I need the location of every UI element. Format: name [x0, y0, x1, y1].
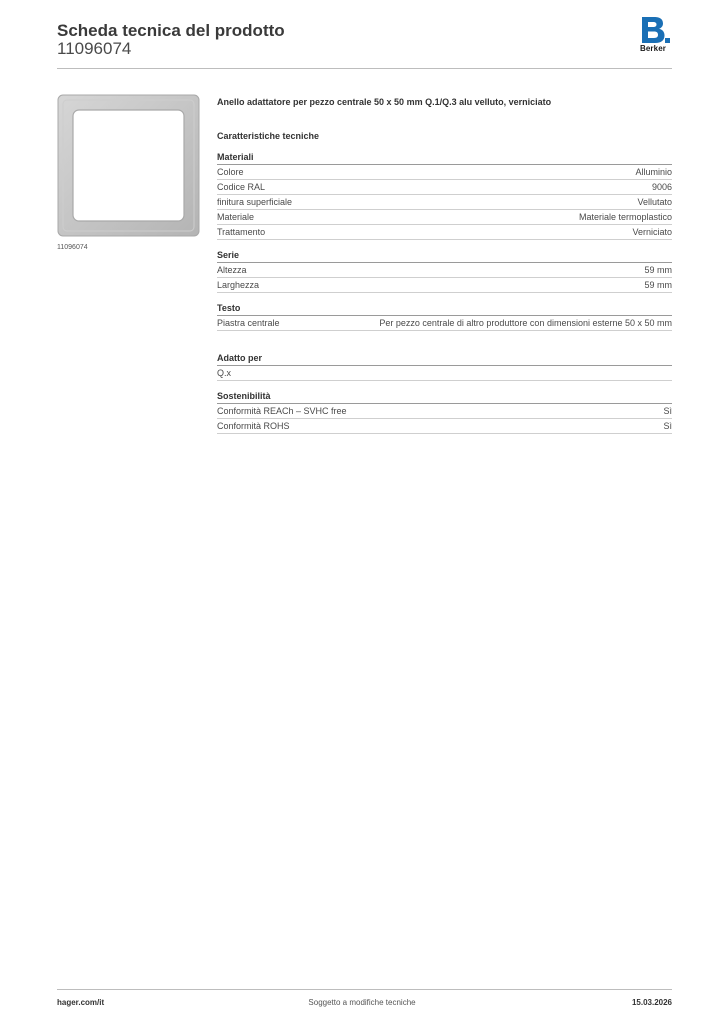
spec-value: Alluminio: [635, 167, 672, 177]
spec-value: Materiale termoplastico: [578, 212, 672, 222]
berker-logo-icon: [640, 17, 670, 43]
spec-row: [217, 419, 672, 434]
section-sostenibilita: [217, 390, 672, 434]
product-name: Anello adattatore per pezzo centrale 50 x 50 mm Q.1/Q.3 alu velluto, verniciato: [217, 97, 552, 107]
section-title: Sostenibilità: [217, 390, 672, 404]
footer-divider: [57, 989, 672, 990]
page-title: Scheda tecnica del prodotto: [57, 21, 285, 40]
section-title: Testo: [217, 302, 672, 316]
spec-content: [217, 96, 672, 434]
section-title: Serie: [217, 249, 672, 263]
spec-value: Per pezzo centrale di altro produttore con dimensioni esterne 50 x 50 mm: [379, 318, 672, 328]
spec-row: [217, 263, 672, 278]
spec-value: 9006: [651, 182, 672, 192]
spec-label: Trattamento: [217, 227, 266, 237]
section-title: Materiali: [217, 151, 672, 165]
spec-label: Conformità ROHS: [217, 421, 290, 431]
spec-row: [217, 165, 672, 180]
spec-label: Colore: [217, 167, 244, 177]
section-adatto-per: [217, 352, 672, 381]
spec-value: 59 mm: [644, 280, 672, 290]
spec-row: [217, 366, 672, 381]
spec-value: Sì: [663, 406, 672, 416]
spec-label: Conformità REACh – SVHC free: [217, 406, 347, 416]
brand-logo: [640, 17, 674, 53]
footer-website-link[interactable]: hager.com/it: [57, 998, 105, 1007]
spec-row: [217, 278, 672, 293]
section-materiali: [217, 151, 672, 240]
spec-value: Sì: [663, 421, 672, 431]
image-caption: 11096074: [57, 244, 88, 251]
section-serie: [217, 249, 672, 293]
spec-row: [217, 210, 672, 225]
spec-label: Q.x: [217, 368, 232, 378]
characteristics-heading: Caratteristiche tecniche: [217, 131, 320, 141]
spec-value: 59 mm: [644, 265, 672, 275]
spec-row: [217, 225, 672, 240]
product-image-frame-icon: [57, 94, 200, 237]
spec-value: Vellutato: [637, 197, 672, 207]
spec-label: Codice RAL: [217, 182, 266, 192]
spec-label: finitura superficiale: [217, 197, 293, 207]
footer-note: Soggetto a modifiche tecniche: [308, 998, 416, 1007]
spec-row: [217, 195, 672, 210]
spec-row: [217, 316, 672, 331]
spec-label: Altezza: [217, 265, 247, 275]
spec-row: [217, 404, 672, 419]
article-number: 11096074: [57, 39, 132, 58]
footer-date: 15.03.2026: [631, 998, 672, 1007]
section-testo: [217, 302, 672, 331]
spec-label: Materiale: [217, 212, 255, 222]
header-divider: [57, 68, 672, 69]
section-title: Adatto per: [217, 352, 672, 366]
spec-row: [217, 180, 672, 195]
spec-value: Verniciato: [632, 227, 672, 237]
brand-name: Berker: [640, 44, 666, 53]
spec-label: Larghezza: [217, 280, 260, 290]
spec-label: Piastra centrale: [217, 318, 280, 328]
